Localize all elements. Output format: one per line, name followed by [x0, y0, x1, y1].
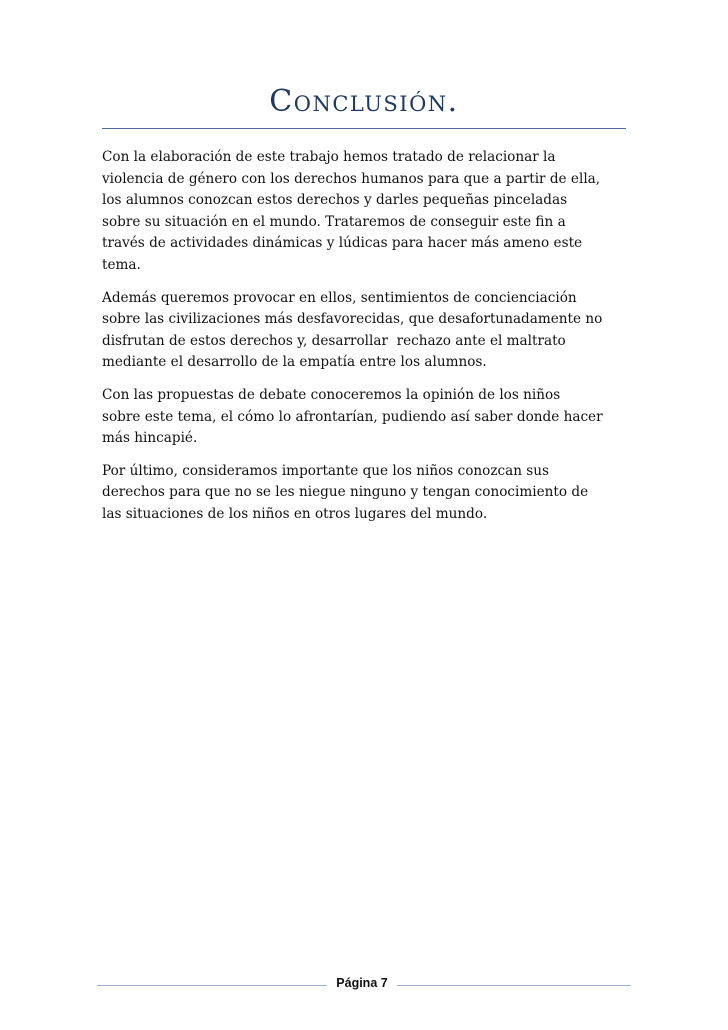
footer-rule-left — [97, 985, 327, 986]
page-footer — [97, 974, 631, 996]
paragraph-line: sobre este tema, el cómo lo afrontarían, pudiendo así saber donde hacer — [102, 408, 603, 425]
page-number: Página 7 — [336, 976, 388, 990]
paragraph-line: los alumnos conozcan estos derechos y darles pequeñas pinceladas — [102, 192, 568, 209]
paragraph-line: Con la elaboración de este trabajo hemos tratado de relacionar la — [102, 149, 556, 165]
paragraph-line: través de actividades dinámicas y lúdicas para hacer más ameno este — [102, 235, 583, 252]
paragraph-line: más hincapié. — [102, 430, 198, 447]
paragraph-line: sobre las civilizaciones más desfavorecidas, que desafortunadamente no — [102, 311, 603, 328]
paragraph-2 — [102, 288, 632, 374]
paragraph-line: sobre su situación en el mundo. Trataremos de conseguir este fin a — [102, 213, 566, 230]
footer-rule-right — [397, 985, 631, 986]
paragraph-line: derechos para que no se les niegue ninguno y tengan conocimiento de — [102, 484, 589, 501]
paragraph-line: Además queremos provocar en ellos, sentimientos de concienciación — [102, 289, 577, 306]
paragraph-line: Por último, consideramos importante que los niños conozcan sus — [102, 462, 549, 479]
title-underline — [102, 128, 626, 129]
paragraph-line: mediante el desarrollo de la empatía entre los alumnos. — [102, 354, 487, 371]
paragraph-line: violencia de género con los derechos humanos para que a partir de ella, — [102, 170, 601, 187]
document-body — [102, 147, 632, 537]
paragraph-line: disfrutan de estos derechos y, desarrollar rechazo ante el maltrato — [102, 332, 566, 349]
paragraph-line: las situaciones de los niños en otros lugares del mundo. — [102, 505, 488, 522]
page-title: Conclusión. — [269, 84, 459, 119]
paragraph-line: Con las propuestas de debate conoceremos la opinión de los niños — [102, 386, 561, 403]
paragraph-line: tema. — [102, 256, 141, 273]
paragraph-3 — [102, 385, 632, 450]
paragraph-1 — [102, 147, 632, 277]
paragraph-4 — [102, 461, 632, 526]
